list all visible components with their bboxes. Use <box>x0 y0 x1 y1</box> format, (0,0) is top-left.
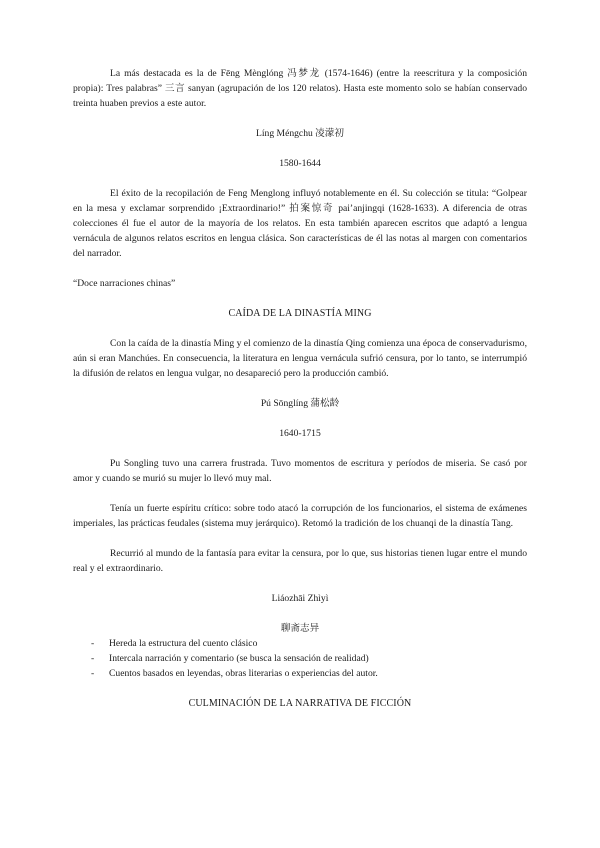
paragraph-ling-mengchu: El éxito de la recopilación de Feng Menglong influyó notablemente en él. Su colección se titula: “Golpear en la mesa y exclamar sorprendido ¡Extraordinario!” 拍案惊奇 pai’anjingqi (1628-1633). A diferencia de otras colecciones él fue el autor de la mayoría de los relatos. En esta también aparecen escritos que adaptó a lengua vernácula de algunos relatos escritos en lengua clásica. Son características de él las notas al margen con comentarios del narrador. <box>73 188 527 259</box>
author-name-ling-mengchu: Líng Méngchu 凌濛初 <box>256 128 344 139</box>
section-heading-culminacion: CULMINACIÓN DE LA NARRATIVA DE FICCIÓN <box>188 698 412 709</box>
author-name-pu-songling: Pú Sōnglíng 蒲松龄 <box>260 398 340 409</box>
author-dates-ling-mengchu: 1580-1644 <box>279 158 321 169</box>
list-item-text: Hereda la estructura del cuento clásico <box>109 638 258 649</box>
list-bullet: - <box>91 668 95 679</box>
list-bullet: - <box>91 638 95 649</box>
quote-doce-narraciones: “Doce narraciones chinas” <box>73 278 176 289</box>
document-page <box>73 66 527 711</box>
paragraph-pu-songling-career: Pu Songling tuvo una carrera frustrada. Tuvo momentos de escritura y períodos de miseria. Se casó por amor y cuando se murió su mujer lo llevó muy mal. <box>73 458 527 484</box>
list-item <box>73 666 527 681</box>
work-title-liaozhai: Liáozhāi Zhìyì <box>271 593 329 604</box>
paragraph-pu-songling-fantasy: Recurrió al mundo de la fantasía para evitar la censura, por lo que, sus historias tienen lugar entre el mundo real y el extraordinario. <box>73 548 527 574</box>
paragraph-feng-menglong: La más destacada es la de Fēng Mènglóng 冯梦龙 (1574-1646) (entre la reescritura y la composición propia): Tres palabras” 三言 sanyan (agrupación de los 120 relatos). Hasta este momento solo se habían conservado treinta huaben previos a este autor. <box>73 68 527 109</box>
section-heading-caida-ming: CAÍDA DE LA DINASTÍA MING <box>228 308 372 319</box>
work-title-chinese: 聊斋志异 <box>280 623 320 634</box>
list-item <box>73 636 527 651</box>
paragraph-caida-ming: Con la caída de la dinastía Ming y el comienzo de la dinastía Qing comienza una época de conservadurismo, aún si eran Manchúes. En consecuencia, la literatura en lengua vernácula sufrió censura, por lo tanto, se interrumpió la difusión de relatos en lengua vulgar, no desapareció pero la producción cambió. <box>73 338 527 379</box>
list-item-text: Cuentos basados en leyendas, obras literarias o experiencias del autor. <box>109 668 378 679</box>
list-item <box>73 651 527 666</box>
feature-list <box>73 636 527 681</box>
list-item-text: Intercala narración y comentario (se busca la sensación de realidad) <box>109 653 369 664</box>
list-bullet: - <box>91 653 95 664</box>
author-dates-pu-songling: 1640-1715 <box>279 428 321 439</box>
paragraph-pu-songling-critic: Tenía un fuerte espíritu crítico: sobre todo atacó la corrupción de los funcionarios, el sistema de exámenes imperiales, las prácticas feudales (sistema muy jerárquico). Retomó la tradición de los chuanqi de la dinastía Tang. <box>73 503 527 529</box>
